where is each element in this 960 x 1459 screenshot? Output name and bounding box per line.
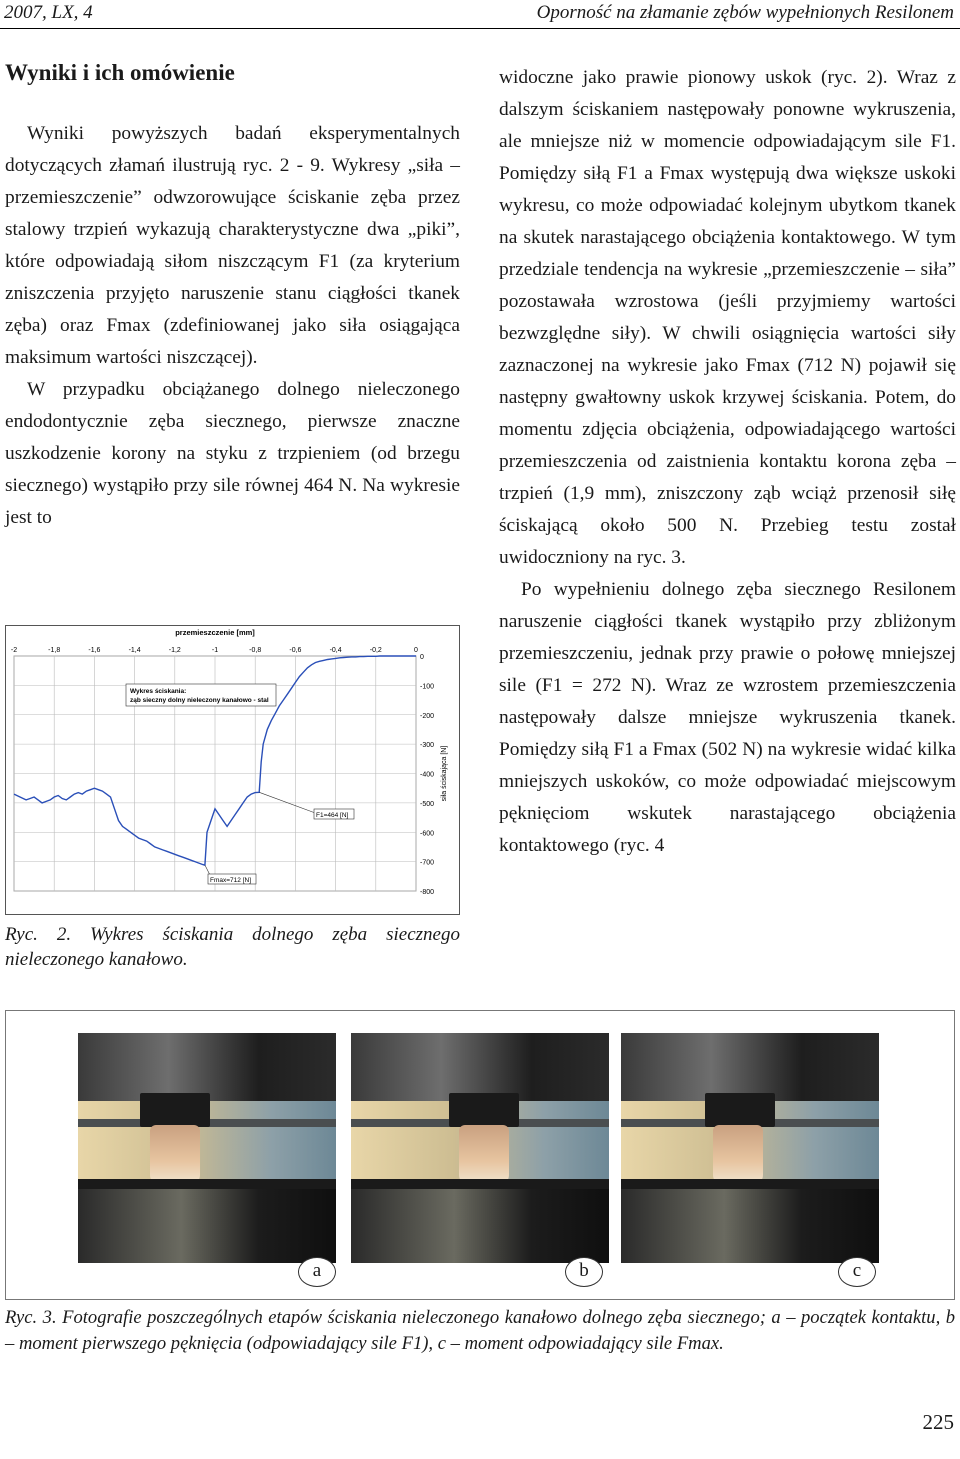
x-tick-label: -1,6 [88, 647, 101, 654]
y-tick-label: -800 [420, 889, 435, 896]
y-tick-label: -500 [420, 800, 435, 808]
paragraph: W przypadku obciążanego dolnego nieleczonego endodontycznie zęba siecznego, pierwsze znaczne uszkodzenie korony na styku z trzpieniem (od brzegu siecznego) wystąpiło przy sile równej 464 N. Na wykresie jest to [5, 379, 460, 528]
y-axis-label: siła ściskająca [N] [441, 745, 448, 802]
figure-3-photos [5, 1010, 955, 1300]
running-title: Oporność na złamanie zębów wypełnionych Resilonem [536, 2, 954, 23]
chart-title: przemieszczenie [mm] [175, 628, 255, 637]
journal-issue: 2007, LX, 4 [4, 2, 93, 23]
x-tick-label: 0 [414, 647, 418, 654]
y-tick-label: -200 [420, 712, 435, 720]
y-tick-label: -300 [420, 742, 435, 750]
x-tick-label: -0,6 [289, 647, 302, 654]
y-tick-label: -400 [420, 771, 435, 779]
photo-c [621, 1033, 879, 1263]
paragraph: Po wypełnieniu dolnego zęba siecznego Resilonem naruszenie ciągłości tkanek wystąpiło przy zbliżonym przemieszczeniu, jednak przy prawie o połowę mniejszej sile (F1 = 272 N). Wraz ze wzrostem przemieszczenia następowały dalsze mniejsze wykruszenia tkanek. Pomiędzy siłą F1 a Fmax (502 N) na wykresie widać kilka mniejszych uskoków, co może odpowiadać miejscowym pęknięciom wskutek narastającego obciążenia kontaktowego (ryc. 4 [499, 579, 956, 856]
left-column [5, 58, 460, 534]
y-tick-label: 0 [420, 654, 424, 661]
x-tick-label: -2 [10, 647, 18, 654]
f1-annotation: F1=464 [N] [316, 812, 349, 819]
paragraph: Wyniki powyższych badań eksperymentalnych dotyczących złamań ilustrują ryc. 2 - 9. Wykresy „siła – przemieszczenie” odwzorowujące ściskanie zęba przez stalowy trzpień wykazują charakterystyczne dwa „piki”, które odpowiadają siłom niszczącym F1 (za kryterium zniszczenia przyjęto naruszenie stanu ciągłości tkanek zęba) oraz Fmax (zdefiniowanej jako siła osiągająca maksimum wartości niszczącej). [5, 123, 460, 368]
figure-2-caption: Ryc. 2. Wykres ściskania dolnego zęba siecznego nieleczonego kanałowo. [5, 924, 460, 970]
photo-label-c: c [838, 1257, 876, 1287]
x-tick-label: -1,2 [168, 647, 181, 654]
page-number: 225 [922, 1410, 954, 1434]
photo-b [351, 1033, 609, 1263]
x-tick-label: -0,8 [249, 647, 262, 654]
x-tick-label: -0,4 [329, 647, 342, 654]
photo-label-b: b [565, 1257, 603, 1287]
y-tick-label: -100 [420, 683, 435, 691]
y-tick-label: -600 [420, 830, 435, 838]
figure-2-chart [5, 625, 460, 915]
photo-a [78, 1033, 336, 1263]
paragraph: widoczne jako prawie pionowy uskok (ryc. 2). Wraz z dalszym ściskaniem następowały ponowne wykruszenia, ale mniejsze niż w momencie odpowiadającym sile F1. Pomiędzy siłą F1 a Fmax występują dwa większe uskoki wykresu, co może odpowiadać kolejnym ubytkom tkanek na skutek narastającego obciążenia kontaktowego. W tym przedziale tendencja na wykresie „przemieszczenie – siła” pozostawała wzrostowa (jeśli przyjmiemy wartości bezwzględne siły). W chwili osiągnięcia wartości siły zaznaczonej na wykresie jako Fmax (712 N) pojawił się następny gwałtowny uskok krzywej ściskania. Potem, do momentu zdjęcia obciążenia, odpowiadającego wartości przemieszczenia od zaistnienia kontaktu korona zęba – trzpień (1,9 mm), zniszczony ząb wciąż przenosił siłę ściskającą około 500 N. Przebieg testu został uwidoczniony na ryc. 3. [499, 67, 956, 568]
y-tick-label: -700 [420, 859, 435, 867]
x-tick-label: -1,8 [48, 647, 61, 654]
legend-line-2: ząb sieczny dolny nieleczony kanałowo - stal [130, 697, 269, 704]
right-column [499, 62, 956, 862]
photo-label-a: a [298, 1257, 336, 1287]
compression-chart [6, 626, 459, 914]
x-tick-label: -1,4 [128, 647, 141, 654]
fmax-annotation: Fmax=712 [N] [210, 877, 252, 884]
running-header [0, 0, 960, 29]
figure-3-caption: Ryc. 3. Fotografie poszczególnych etapów ściskania nieleczonego kanałowo dolnego zęba siecznego; a – początek kontaktu, b – moment pierwszego pęknięcia (odpowiadający sile F1), c – moment odpowiadający sile Fmax. [5, 1307, 955, 1354]
legend-line-1: Wykres ściskania: [130, 688, 187, 695]
section-heading: Wyniki i ich omówienie [5, 60, 235, 85]
x-tick-label: -0,2 [369, 647, 382, 654]
x-tick-label: -1 [211, 647, 219, 654]
